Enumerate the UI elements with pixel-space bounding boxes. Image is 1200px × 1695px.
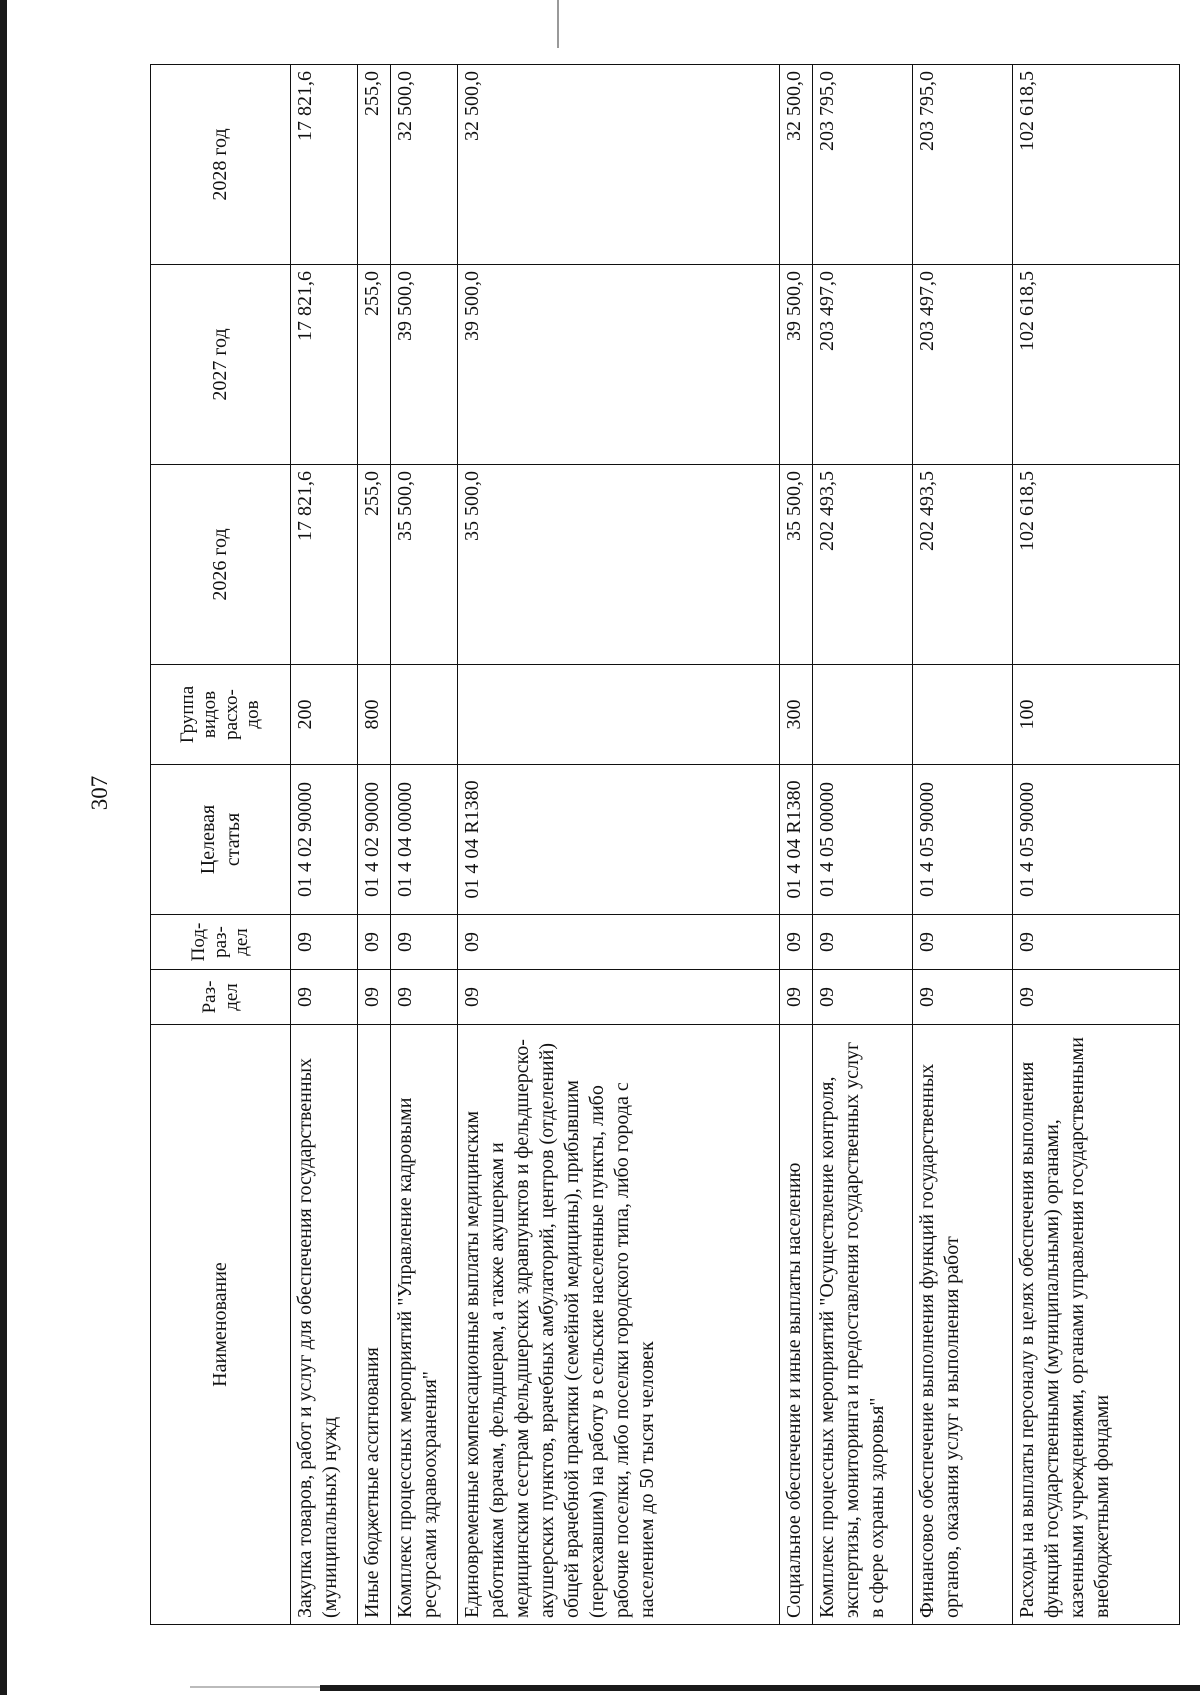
page-number: 307 xyxy=(87,775,112,811)
row-value-2026: 202 493,5 xyxy=(813,465,913,665)
row-name: Единовременные компенсационные выплаты медицинским работникам (врачам, фельдшерам, а также акушеркам и медицинским сестрам фельдшерских здравпунктов и фельдшерско-акушерских пунктов, врачебных амбулаторий, центров (отделений) общей врачебной практики (семейной медицины), прибывшим (переехавшим) на работу в сельские населенные пункты, либо рабочие поселки, либо поселки городского типа, либо города с населением до 50 тысяч человек xyxy=(457,1025,779,1625)
row-value-2028: 203 795,0 xyxy=(913,65,1013,265)
row-razdel: 09 xyxy=(391,970,458,1025)
row-podrazdel: 09 xyxy=(291,915,358,970)
row-expense-group: 300 xyxy=(779,665,812,765)
row-razdel: 09 xyxy=(457,970,779,1025)
row-name: Социальное обеспечение и иные выплаты населению xyxy=(779,1025,812,1625)
row-name: Иные бюджетные ассигнования xyxy=(357,1025,390,1625)
table-row xyxy=(457,65,779,1625)
row-expense-group xyxy=(457,665,779,765)
table-row xyxy=(357,65,390,1625)
row-value-2027: 39 500,0 xyxy=(457,265,779,465)
row-target-article: 01 4 04 R1380 xyxy=(779,765,812,915)
header-2026: 2026 год xyxy=(151,465,291,665)
row-value-2027: 203 497,0 xyxy=(813,265,913,465)
row-target-article: 01 4 04 R1380 xyxy=(457,765,779,915)
row-podrazdel: 09 xyxy=(813,915,913,970)
row-razdel: 09 xyxy=(813,970,913,1025)
row-target-article: 01 4 05 90000 xyxy=(913,765,1013,915)
table-row xyxy=(779,65,812,1625)
table-row xyxy=(291,65,358,1625)
row-podrazdel: 09 xyxy=(357,915,390,970)
row-podrazdel: 09 xyxy=(1013,915,1180,970)
budget-table-container xyxy=(150,65,1180,1625)
table-row xyxy=(913,65,1013,1625)
row-value-2027: 203 497,0 xyxy=(913,265,1013,465)
row-razdel: 09 xyxy=(1013,970,1180,1025)
row-value-2026: 17 821,6 xyxy=(291,465,358,665)
row-name: Закупка товаров, работ и услуг для обеспечения государственных (муниципальных) нужд xyxy=(291,1025,358,1625)
row-value-2026: 202 493,5 xyxy=(913,465,1013,665)
row-expense-group xyxy=(813,665,913,765)
row-value-2028: 32 500,0 xyxy=(779,65,812,265)
row-name: Расходы на выплаты персоналу в целях обеспечения выполнения функций государственными (муниципальными) органами, казенными учреждениями, органами управления государственными внебюджетными фондами xyxy=(1013,1025,1180,1625)
row-value-2027: 102 618,5 xyxy=(1013,265,1180,465)
row-expense-group: 200 xyxy=(291,665,358,765)
table-row xyxy=(813,65,913,1625)
budget-table xyxy=(150,64,1180,1625)
table-row xyxy=(391,65,458,1625)
row-name: Комплекс процессных мероприятий "Осуществление контроля, экспертизы, мониторинга и предоставления государственных услуг в сфере охраны здоровья" xyxy=(813,1025,913,1625)
row-value-2028: 32 500,0 xyxy=(457,65,779,265)
row-razdel: 09 xyxy=(357,970,390,1025)
row-target-article: 01 4 05 00000 xyxy=(813,765,913,915)
row-podrazdel: 09 xyxy=(913,915,1013,970)
row-value-2026: 35 500,0 xyxy=(779,465,812,665)
row-expense-group: 100 xyxy=(1013,665,1180,765)
row-expense-group: 800 xyxy=(357,665,390,765)
row-value-2027: 17 821,6 xyxy=(291,265,358,465)
header-2028: 2028 год xyxy=(151,65,291,265)
scan-artifact-line xyxy=(557,0,559,48)
row-value-2026: 255,0 xyxy=(357,465,390,665)
row-razdel: 09 xyxy=(291,970,358,1025)
header-razdel: Раз- дел xyxy=(151,970,291,1025)
row-value-2028: 203 795,0 xyxy=(813,65,913,265)
row-razdel: 09 xyxy=(913,970,1013,1025)
row-value-2027: 39 500,0 xyxy=(779,265,812,465)
row-value-2028: 255,0 xyxy=(357,65,390,265)
row-value-2028: 102 618,5 xyxy=(1013,65,1180,265)
row-podrazdel: 09 xyxy=(391,915,458,970)
row-target-article: 01 4 04 00000 xyxy=(391,765,458,915)
header-expense-group: Группа видов расхо- дов xyxy=(151,665,291,765)
table-row xyxy=(1013,65,1180,1625)
row-value-2028: 32 500,0 xyxy=(391,65,458,265)
row-expense-group xyxy=(391,665,458,765)
row-value-2028: 17 821,6 xyxy=(291,65,358,265)
scan-edge-bottom-faint xyxy=(190,1686,320,1688)
row-target-article: 01 4 02 90000 xyxy=(291,765,358,915)
row-podrazdel: 09 xyxy=(779,915,812,970)
header-podrazdel: Под- раз- дел xyxy=(151,915,291,970)
row-target-article: 01 4 02 90000 xyxy=(357,765,390,915)
row-value-2026: 35 500,0 xyxy=(391,465,458,665)
header-2027: 2027 год xyxy=(151,265,291,465)
table-header-row xyxy=(151,65,291,1625)
row-value-2026: 102 618,5 xyxy=(1013,465,1180,665)
row-value-2026: 35 500,0 xyxy=(457,465,779,665)
scan-edge-left xyxy=(0,0,7,1695)
row-name: Комплекс процессных мероприятий "Управление кадровыми ресурсами здравоохранения" xyxy=(391,1025,458,1625)
row-name: Финансовое обеспечение выполнения функций государственных органов, оказания услуг и выполнения работ xyxy=(913,1025,1013,1625)
row-value-2027: 39 500,0 xyxy=(391,265,458,465)
row-podrazdel: 09 xyxy=(457,915,779,970)
row-razdel: 09 xyxy=(779,970,812,1025)
row-value-2027: 255,0 xyxy=(357,265,390,465)
scan-edge-bottom xyxy=(320,1685,1200,1691)
row-expense-group xyxy=(913,665,1013,765)
header-name: Наименование xyxy=(151,1025,291,1625)
header-target-article: Целевая статья xyxy=(151,765,291,915)
row-target-article: 01 4 05 90000 xyxy=(1013,765,1180,915)
